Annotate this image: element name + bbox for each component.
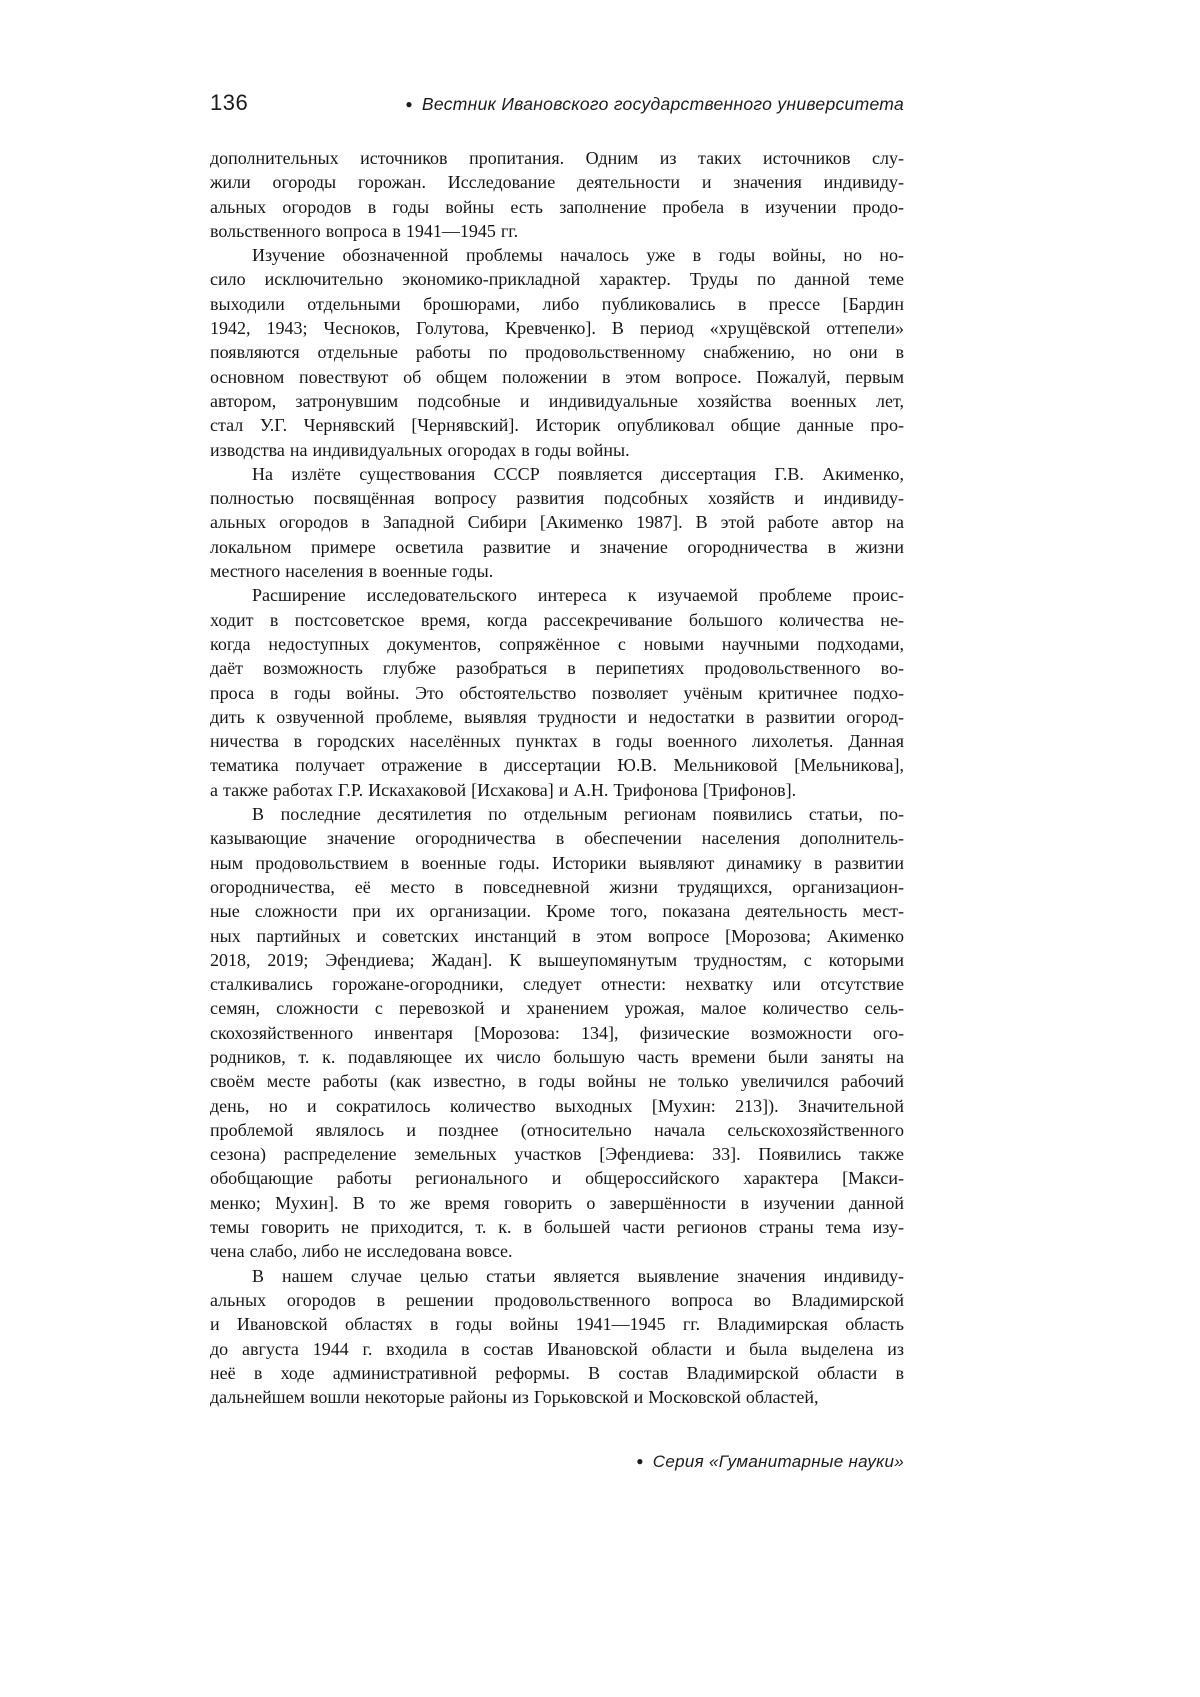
page-footer — [210, 1452, 904, 1472]
text-line: изводства на индивидуальных огородах в годы войны. — [210, 439, 630, 460]
text-line: В последние десятилетия по отдельным регионам появились статьи, по- — [252, 804, 904, 825]
text-line: когда недоступных документов, сопряжённое с новыми научными подходами, — [210, 633, 904, 654]
article-body — [210, 146, 904, 1409]
text-line: местного населения в военные годы. — [210, 561, 494, 582]
text-line: казывающие значение огородничества в обеспечении населения дополнитель- — [210, 828, 904, 849]
bullet-icon: ● — [405, 97, 413, 111]
paragraph — [210, 462, 904, 583]
page-header — [210, 90, 904, 116]
page-number: 136 — [210, 90, 249, 115]
text-line: 2018, 2019; Эфендиева; Жадан]. К вышеупомянутым трудностям, с которыми — [210, 949, 904, 970]
paragraph — [210, 1264, 904, 1410]
text-line: ходит в постсоветское время, когда рассекречивание большого количества не- — [210, 609, 904, 630]
running-title-text: Вестник Ивановского государственного университета — [421, 94, 904, 114]
text-line: неё в ходе административной реформы. В состав Владимирской области в — [210, 1362, 904, 1383]
text-line: альных огородов в годы войны есть заполнение пробела в изучении продо- — [210, 196, 904, 217]
text-line: альных огородов в Западной Сибири [Акименко 1987]. В этой работе автор на — [210, 512, 904, 533]
text-line: вольственного вопроса в 1941—1945 гг. — [210, 220, 519, 241]
running-title — [405, 94, 904, 115]
text-line: сталкивались горожане-огородники, следует отнести: нехватку или отсутствие — [210, 974, 904, 995]
text-line: жили огороды горожан. Исследование деятельности и значения индивиду- — [210, 172, 904, 193]
text-line: сило исключительно экономико-прикладной характер. Труды по данной теме — [210, 269, 904, 290]
text-line: стал У.Г. Чернявский [Чернявский]. Историк опубликовал общие данные про- — [210, 415, 904, 436]
text-line: ные сложности при их организации. Кроме того, показана деятельность мест- — [210, 901, 904, 922]
text-line: проблемой являлось и позднее (относительно начала сельскохозяйственного — [210, 1119, 904, 1140]
text-line: альных огородов в решении продовольственного вопроса во Владимирской — [210, 1289, 904, 1310]
text-line: автором, затронувшим подсобные и индивидуальные хозяйства военных лет, — [210, 390, 904, 411]
text-line: дополнительных источников пропитания. Одним из таких источников слу- — [210, 148, 904, 168]
text-line: Расширение исследовательского интереса к изучаемой проблеме проис- — [252, 585, 904, 606]
paragraph — [210, 243, 904, 462]
text-line: ных партийных и советских инстанций в этом вопросе [Морозова; Акименко — [210, 925, 904, 946]
text-line: а также работах Г.Р. Искахаковой [Исхакова] и А.Н. Трифонова [Трифонов]. — [210, 779, 797, 800]
text-line: обобщающие работы регионального и общероссийского характера [Макси- — [210, 1168, 904, 1189]
text-line: Изучение обозначенной проблемы началось уже в годы войны, но но- — [252, 245, 904, 266]
text-line: чена слабо, либо не исследована вовсе. — [210, 1241, 513, 1262]
text-line: выходили отдельными брошюрами, либо публиковались в прессе [Бардин — [210, 293, 904, 314]
text-line: На излёте существования СССР появляется диссертация Г.В. Акименко, — [252, 463, 904, 484]
text-line: дить к озвученной проблеме, выявляя трудности и недостатки в развитии огород- — [210, 706, 904, 727]
bullet-icon: ● — [636, 1454, 644, 1468]
text-line: даёт возможность глубже разобраться в перипетиях продовольственного во- — [210, 658, 904, 679]
text-line: родников, т. к. подавляющее их число большую часть времени были заняты на — [210, 1046, 904, 1067]
text-line: появляются отдельные работы по продовольственному снабжению, но они в — [210, 342, 904, 363]
text-line: полностью посвящённая вопросу развития подсобных хозяйств и индивиду- — [210, 488, 904, 509]
text-line: до августа 1944 г. входила в состав Ивановской области и была выделена из — [210, 1338, 904, 1359]
text-line: проса в годы войны. Это обстоятельство позволяет учёным критичнее подхо- — [210, 682, 904, 703]
text-line: темы говорить не приходится, т. к. в большей части регионов страны тема изу- — [210, 1217, 904, 1238]
text-line: сезона) распределение земельных участков [Эфендиева: 33]. Появились также — [210, 1144, 904, 1165]
text-line: своём месте работы (как известно, в годы войны не только увеличился рабочий — [210, 1071, 904, 1092]
text-line: ным продовольствием в военные годы. Историки выявляют динамику в развитии — [210, 852, 904, 873]
paragraph — [210, 802, 904, 1264]
text-line: скохозяйственного инвентаря [Морозова: 134], физические возможности ого- — [210, 1022, 904, 1043]
paragraph — [210, 583, 904, 802]
text-line: и Ивановской областях в годы войны 1941—1945 гг. Владимирская область — [210, 1314, 904, 1335]
text-line: семян, сложности с перевозкой и хранением урожая, малое количество сель- — [210, 998, 904, 1019]
text-line: день, но и сократилось количество выходных [Мухин: 213]). Значительной — [210, 1095, 904, 1116]
text-line: локальном примере осветила развитие и значение огородничества в жизни — [210, 536, 904, 557]
text-line: огородничества, её место в повседневной жизни трудящихся, организацион- — [210, 876, 904, 897]
text-line: дальнейшем вошли некоторые районы из Горьковской и Московской областей, — [210, 1387, 819, 1408]
text-line: ничества в городских населённых пунктах в годы военного лихолетья. Данная — [210, 731, 904, 752]
text-line: 1942, 1943; Чесноков, Голутова, Кревченко]. В период «хрущёвской оттепели» — [210, 318, 904, 339]
text-line: менко; Мухин]. В то же время говорить о завершённости в изучении данной — [210, 1192, 904, 1213]
text-line: основном повествуют об общем положении в этом вопросе. Пожалуй, первым — [210, 366, 904, 387]
paragraph — [210, 146, 904, 243]
text-line: В нашем случае целью статьи является выявление значения индивиду- — [252, 1265, 904, 1286]
series-title-text: Серия «Гуманитарные науки» — [652, 1452, 904, 1471]
text-line: тематика получает отражение в диссертации Ю.В. Мельниковой [Мельникова], — [210, 755, 904, 776]
